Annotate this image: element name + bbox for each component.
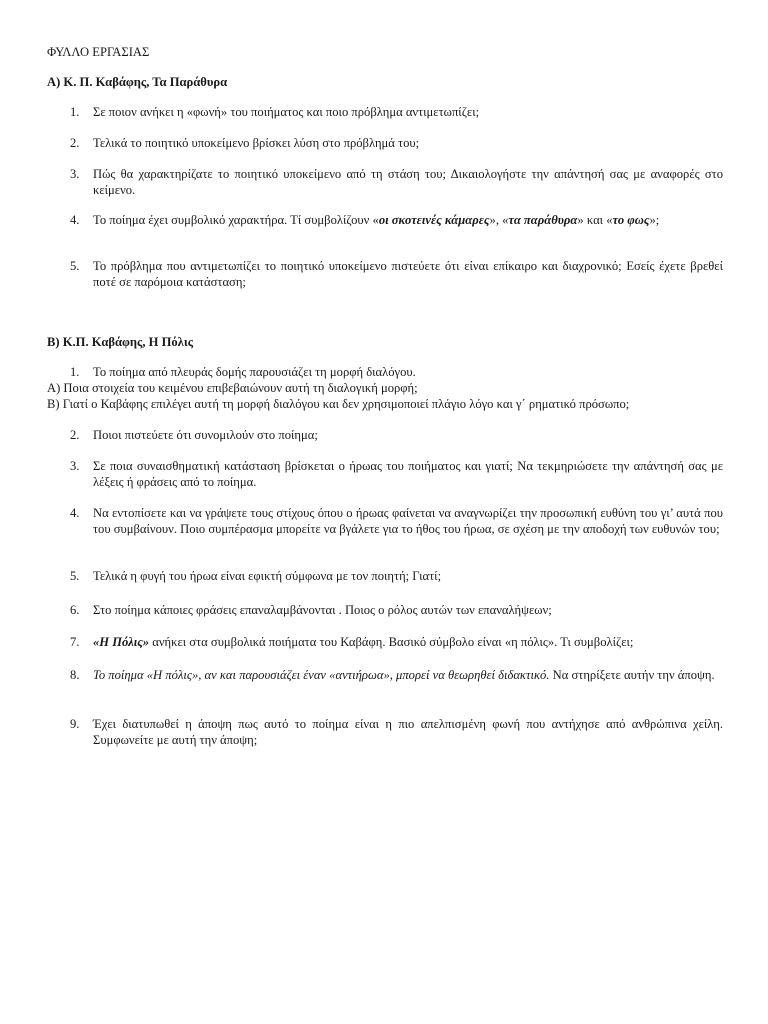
question-text-part: »; bbox=[649, 213, 660, 227]
document-title: ΦΥΛΛΟ ΕΡΓΑΣΙΑΣ bbox=[47, 45, 150, 59]
emphasis-italic-statement: Το ποίημα «Η πόλις», αν και παρουσιάζει έναν «αντιήρωα», μπορεί να θεωρηθεί διδακτικό. bbox=[93, 668, 550, 682]
question-number: 4. bbox=[70, 506, 80, 520]
question-text: Έχει διατυπωθεί η άποψη πως αυτό το ποίημα είναι η πιο απελπισμένη φωνή που αντήχησε από ανθρώπινα χείλη. Συμφωνείτε με αυτή την άποψη; bbox=[93, 717, 723, 747]
question-text: Σε ποιον ανήκει η «φωνή» του ποιήματος και ποιο πρόβλημα αντιμετωπίζει; bbox=[93, 105, 480, 119]
question-number: 5. bbox=[70, 259, 80, 273]
sub-question-b: Β) Γιατί ο Καβάφης επιλέγει αυτή τη μορφή διαλόγου και δεν χρησιμοποιεί πλάγιο λόγο και γ΄ ρηματικό πρόσωπο; bbox=[47, 397, 630, 411]
question-number: 9. bbox=[70, 717, 80, 731]
question-text bbox=[93, 667, 723, 683]
question-number: 3. bbox=[70, 459, 80, 473]
question-number: 1. bbox=[70, 365, 80, 379]
question-text-part: Να στηρίξετε αυτήν την άποψη. bbox=[549, 668, 715, 682]
question-text: Να εντοπίσετε και να γράψετε τους στίχους όπου ο ήρωας φαίνεται να αναγνωρίζει την προσωπική ευθύνη του γι’ αυτά που του συμβαίνουν. Ποιο συμπέρασμα μπορείτε να βγάλετε για το ήθος του ήρωα, σε σχέση με την αποδοχή των ευθυνών του; bbox=[93, 506, 723, 536]
question-text-part: » και « bbox=[577, 213, 613, 227]
question-number: 6. bbox=[70, 603, 80, 617]
emphasis-dark-rooms: οι σκοτεινές κάμαρες bbox=[378, 213, 490, 227]
question-number: 8. bbox=[70, 668, 80, 682]
emphasis-light: το φως bbox=[612, 213, 650, 227]
question-number: 2. bbox=[70, 136, 80, 150]
question-number: 1. bbox=[70, 105, 80, 119]
question-text: Πώς θα χαρακτηρίζατε το ποιητικό υποκείμενο από τη στάση του; Δικαιολογήστε την απάντησή σας με αναφορές στο κείμενο. bbox=[93, 167, 723, 197]
emphasis-windows: τα παράθυρα bbox=[508, 213, 578, 227]
question-number: 2. bbox=[70, 428, 80, 442]
sub-question-a: Α) Ποια στοιχεία του κειμένου επιβεβαιώνουν αυτή τη διαλογική μορφή; bbox=[47, 381, 418, 395]
question-text: Το ποίημα από πλευράς δομής παρουσιάζει τη μορφή διαλόγου. bbox=[93, 365, 416, 379]
question-text bbox=[93, 212, 723, 228]
section-a-heading: Α) Κ. Π. Καβάφης, Τα Παράθυρα bbox=[47, 75, 228, 89]
question-text-part: », « bbox=[489, 213, 509, 227]
question-text-part: Το ποίημα έχει συμβολικό χαρακτήρα. Τί συμβολίζουν « bbox=[93, 213, 379, 227]
question-number: 4. bbox=[70, 213, 80, 227]
question-number: 3. bbox=[70, 167, 80, 181]
question-text: Τελικά η φυγή του ήρωα είναι εφικτή σύμφωνα με τον ποιητή; Γιατί; bbox=[93, 569, 442, 583]
question-text: Στο ποίημα κάποιες φράσεις επαναλαμβάνονται . Ποιος ο ρόλος αυτών των επαναλήψεων; bbox=[93, 603, 552, 617]
question-number: 5. bbox=[70, 569, 80, 583]
question-text: Ποιοι πιστεύετε ότι συνομιλούν στο ποίημα; bbox=[93, 428, 318, 442]
question-text: Τελικά το ποιητικό υποκείμενο βρίσκει λύση στο πρόβλημά του; bbox=[93, 136, 420, 150]
emphasis-poem-title: «Η Πόλις» bbox=[93, 635, 150, 649]
question-number: 7. bbox=[70, 635, 80, 649]
question-text bbox=[93, 634, 723, 650]
question-text: Σε ποια συναισθηματική κατάσταση βρίσκεται ο ήρωας του ποιήματος και γιατί; Να τεκμηριώσετε την απάντησή σας με λέξεις ή φράσεις από το ποίημα. bbox=[93, 459, 723, 489]
question-text-part: ανήκει στα συμβολικά ποιήματα του Καβάφη. Βασικό σύμβολο είναι «η πόλις». Τι συμβολίζει; bbox=[149, 635, 634, 649]
section-b-heading: Β) Κ.Π. Καβάφης, Η Πόλις bbox=[47, 335, 194, 349]
question-text: Το πρόβλημα που αντιμετωπίζει το ποιητικό υποκείμενο πιστεύετε ότι είναι επίκαιρο και διαχρονικό; Εσείς έχετε βρεθεί ποτέ σε παρόμοια κατάσταση; bbox=[93, 259, 723, 289]
